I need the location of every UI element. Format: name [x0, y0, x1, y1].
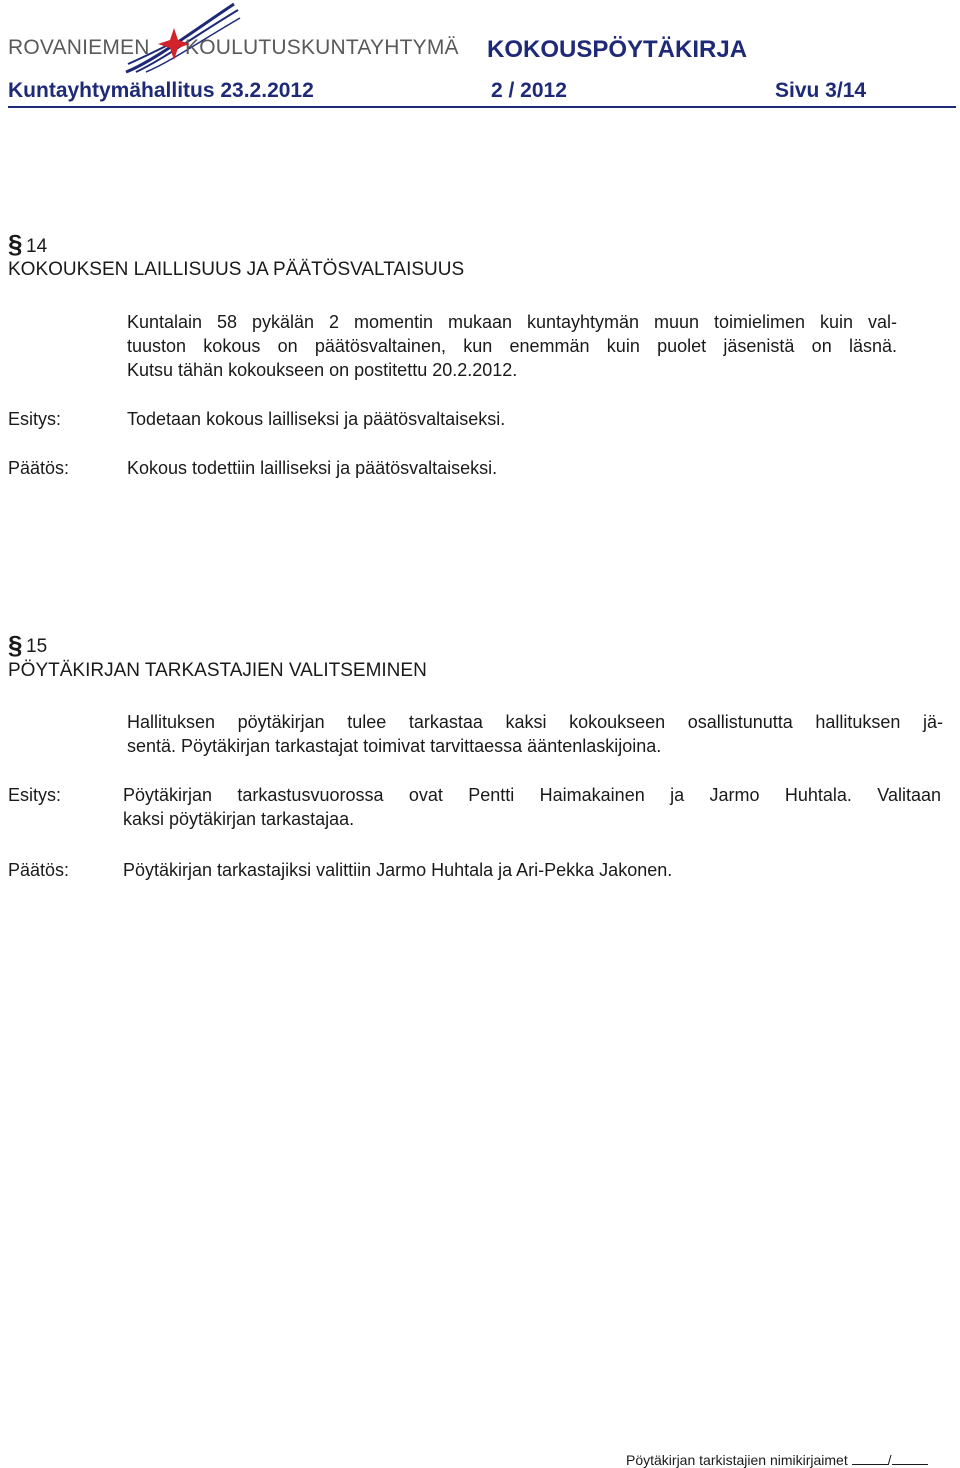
signature-field-1	[852, 1450, 888, 1465]
decision-label: Päätös:	[8, 458, 70, 478]
logo-org-name-part2: KOULUTUSKUNTAYHTYMÄ	[185, 36, 459, 59]
intro-line: Kuntalain 58 pykälän 2 momentin mukaan kuntayhtymän muun toimielimen kuin val-	[127, 312, 897, 332]
proposal-line: Pöytäkirjan tarkastusvuorossa ovat Pentti Haimakainen ja Jarmo Huhtala. Valitaan	[123, 785, 941, 805]
section-title: KOKOUKSEN LAILLISUUS JA PÄÄTÖSVALTAISUUS	[8, 259, 465, 280]
intro-line: Hallituksen pöytäkirjan tulee tarkastaa kaksi kokoukseen osallistunutta hallituksen jä-	[127, 712, 943, 732]
signature-separator: /	[887, 1452, 892, 1468]
decision-text: Pöytäkirjan tarkastajiksi valittiin Jarmo Huhtala ja Ari-Pekka Jakonen.	[123, 860, 673, 880]
signature-field-2	[892, 1450, 928, 1465]
intro-line: tuuston kokous on päätösvaltainen, kun enemmän kuin puolet jäsenistä on läsnä.	[127, 336, 897, 356]
decision-text: Kokous todettiin lailliseksi ja päätösvaltaiseksi.	[127, 458, 498, 478]
header-divider	[8, 106, 956, 108]
proposal-label: Esitys:	[8, 785, 62, 805]
document-type-title: KOKOUSPÖYTÄKIRJA	[487, 36, 748, 63]
decision-label: Päätös:	[8, 860, 70, 880]
organization-logo	[8, 2, 459, 72]
logo-org-name-part1: ROVANIEMEN	[8, 36, 150, 59]
section-number: 15	[26, 636, 48, 657]
section-number: 14	[26, 236, 48, 257]
proposal-text: Todetaan kokous lailliseksi ja päätösvaltaiseksi.	[127, 409, 506, 429]
section-intro	[127, 310, 897, 382]
section-sign: §	[8, 630, 23, 660]
meeting-number: 2 / 2012	[491, 79, 567, 102]
proposal-line: kaksi pöytäkirjan tarkastajaa.	[123, 809, 355, 829]
meeting-name: Kuntayhtymähallitus 23.2.2012	[8, 79, 314, 102]
signature-label: Pöytäkirjan tarkistajien nimikirjaimet	[626, 1452, 848, 1468]
page-number: Sivu 3/14	[775, 79, 867, 102]
proposal-label: Esitys:	[8, 409, 62, 429]
signature-footer	[626, 1450, 928, 1468]
intro-line: Kutsu tähän kokoukseen on postitettu 20.2.2012.	[127, 360, 518, 380]
section-intro	[127, 710, 943, 758]
section-title: PÖYTÄKIRJAN TARKASTAJIEN VALITSEMINEN	[8, 660, 427, 681]
section-sign: §	[8, 229, 23, 259]
intro-line: sentä. Pöytäkirjan tarkastajat toimivat tarvittaessa ääntenlaskijoina.	[127, 736, 662, 756]
proposal-text	[123, 783, 941, 831]
